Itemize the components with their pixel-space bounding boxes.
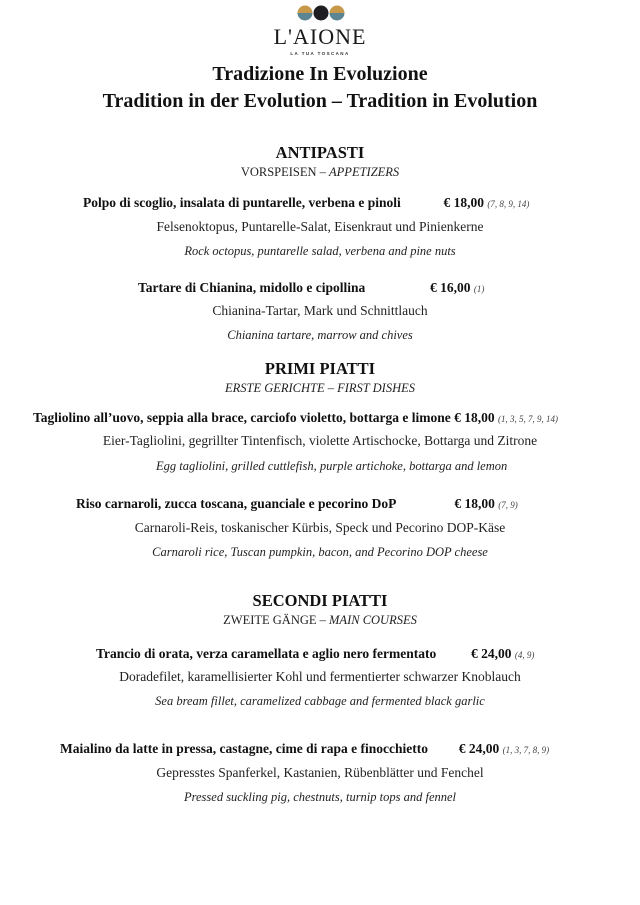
dish-description-english: Sea bream fillet, caramelized cabbage and fermented black garlic: [155, 694, 485, 708]
dish-name-row: [83, 194, 529, 213]
dish-name: Tartare di Chianina, midollo e cipollina: [138, 280, 366, 295]
logo-wordmark: L'AIONE: [273, 24, 367, 49]
dish-description-english: Chianina tartare, marrow and chives: [227, 328, 413, 342]
dish-price: € 18,00: [454, 410, 495, 425]
dish-description-german: Felsenoktopus, Puntarelle-Salat, Eisenkraut und Pinienkerne: [156, 219, 484, 234]
logo-dots-icon: [297, 5, 345, 21]
dish-price: € 16,00: [430, 280, 471, 295]
dish-allergens: (1, 3, 5, 7, 9, 14): [497, 414, 558, 424]
dish-allergens: (1): [473, 284, 485, 294]
menu-title-italian: Tradizione In Evoluzione: [212, 63, 428, 85]
section-title-primi-piatti: PRIMI PIATTI: [264, 359, 376, 378]
section-title-secondi-piatti: SECONDI PIATTI: [252, 591, 388, 610]
dish-allergens: (4, 9): [514, 650, 535, 660]
dish-description-german: Eier-Tagliolini, gegrillter Tintenfisch, violette Artischocke, Bottarga und Zitrone: [102, 433, 538, 448]
dish-allergens: (7, 8, 9, 14): [487, 199, 530, 209]
dish-price: € 18,00: [443, 195, 485, 210]
dish-description-german: Doradefilet, karamellisierter Kohl und fermentierter schwarzer Knoblauch: [119, 669, 521, 684]
dish-description-english: Egg tagliolini, grilled cuttlefish, purple artichoke, bottarga and lemon: [156, 459, 508, 473]
subtitle-english: APPETIZERS: [329, 165, 400, 179]
dish-allergens: (7, 9): [498, 500, 518, 510]
dish-description-english: Rock octopus, puntarelle salad, verbena and pine nuts: [184, 244, 456, 258]
dish-name-row: [60, 740, 549, 759]
dish-name: Tagliolino all’uovo, seppia alla brace, carciofo violetto, bottarga e limone: [33, 410, 451, 425]
section-subtitle-secondi-piatti: [0, 612, 640, 628]
dish-name-row: [96, 645, 534, 664]
dish-description-german: Chianina-Tartar, Mark und Schnittlauch: [212, 303, 428, 318]
logo-tagline: LA TUA TOSCANA: [290, 51, 350, 56]
dish-description-german: Carnaroli-Reis, toskanischer Kürbis, Speck und Pecorino DOP-Käse: [134, 520, 506, 535]
menu-title-translation: Tradition in der Evolution – Tradition in Evolution: [102, 90, 538, 112]
dish-name: Riso carnaroli, zucca toscana, guanciale e pecorino DoP: [76, 496, 396, 511]
dish-name: Trancio di orata, verza caramellata e aglio nero fermentato: [96, 646, 437, 661]
dish-price: € 18,00: [454, 496, 495, 511]
subtitle-german: VORSPEISEN –: [240, 165, 330, 179]
section-subtitle-primi-piatti: ERSTE GERICHTE – FIRST DISHES: [224, 381, 416, 395]
dish-name-row: [76, 495, 518, 514]
dish-description-english: Pressed suckling pig, chestnuts, turnip tops and fennel: [183, 790, 457, 804]
dish-description-german: Gepresstes Spanferkel, Kastanien, Rübenblätter und Fenchel: [156, 765, 484, 780]
dish-description-english: Carnaroli rice, Tuscan pumpkin, bacon, and Pecorino DOP cheese: [152, 545, 488, 559]
dish-name: Polpo di scoglio, insalata di puntarelle, verbena e pinoli: [83, 195, 401, 210]
dish-price: € 24,00: [471, 646, 512, 661]
section-subtitle-antipasti: [0, 164, 640, 180]
section-title-antipasti: ANTIPASTI: [275, 143, 365, 162]
dish-allergens: (1, 3, 7, 8, 9): [502, 745, 550, 755]
dish-name: Maialino da latte in pressa, castagne, cime di rapa e finocchietto: [60, 741, 428, 756]
dish-price: € 24,00: [458, 741, 500, 756]
subtitle-english: MAIN COURSES: [329, 613, 417, 627]
dish-name-row: [138, 279, 484, 298]
dish-name-row: [33, 409, 558, 428]
subtitle-german: ZWEITE GÄNGE –: [223, 613, 330, 627]
